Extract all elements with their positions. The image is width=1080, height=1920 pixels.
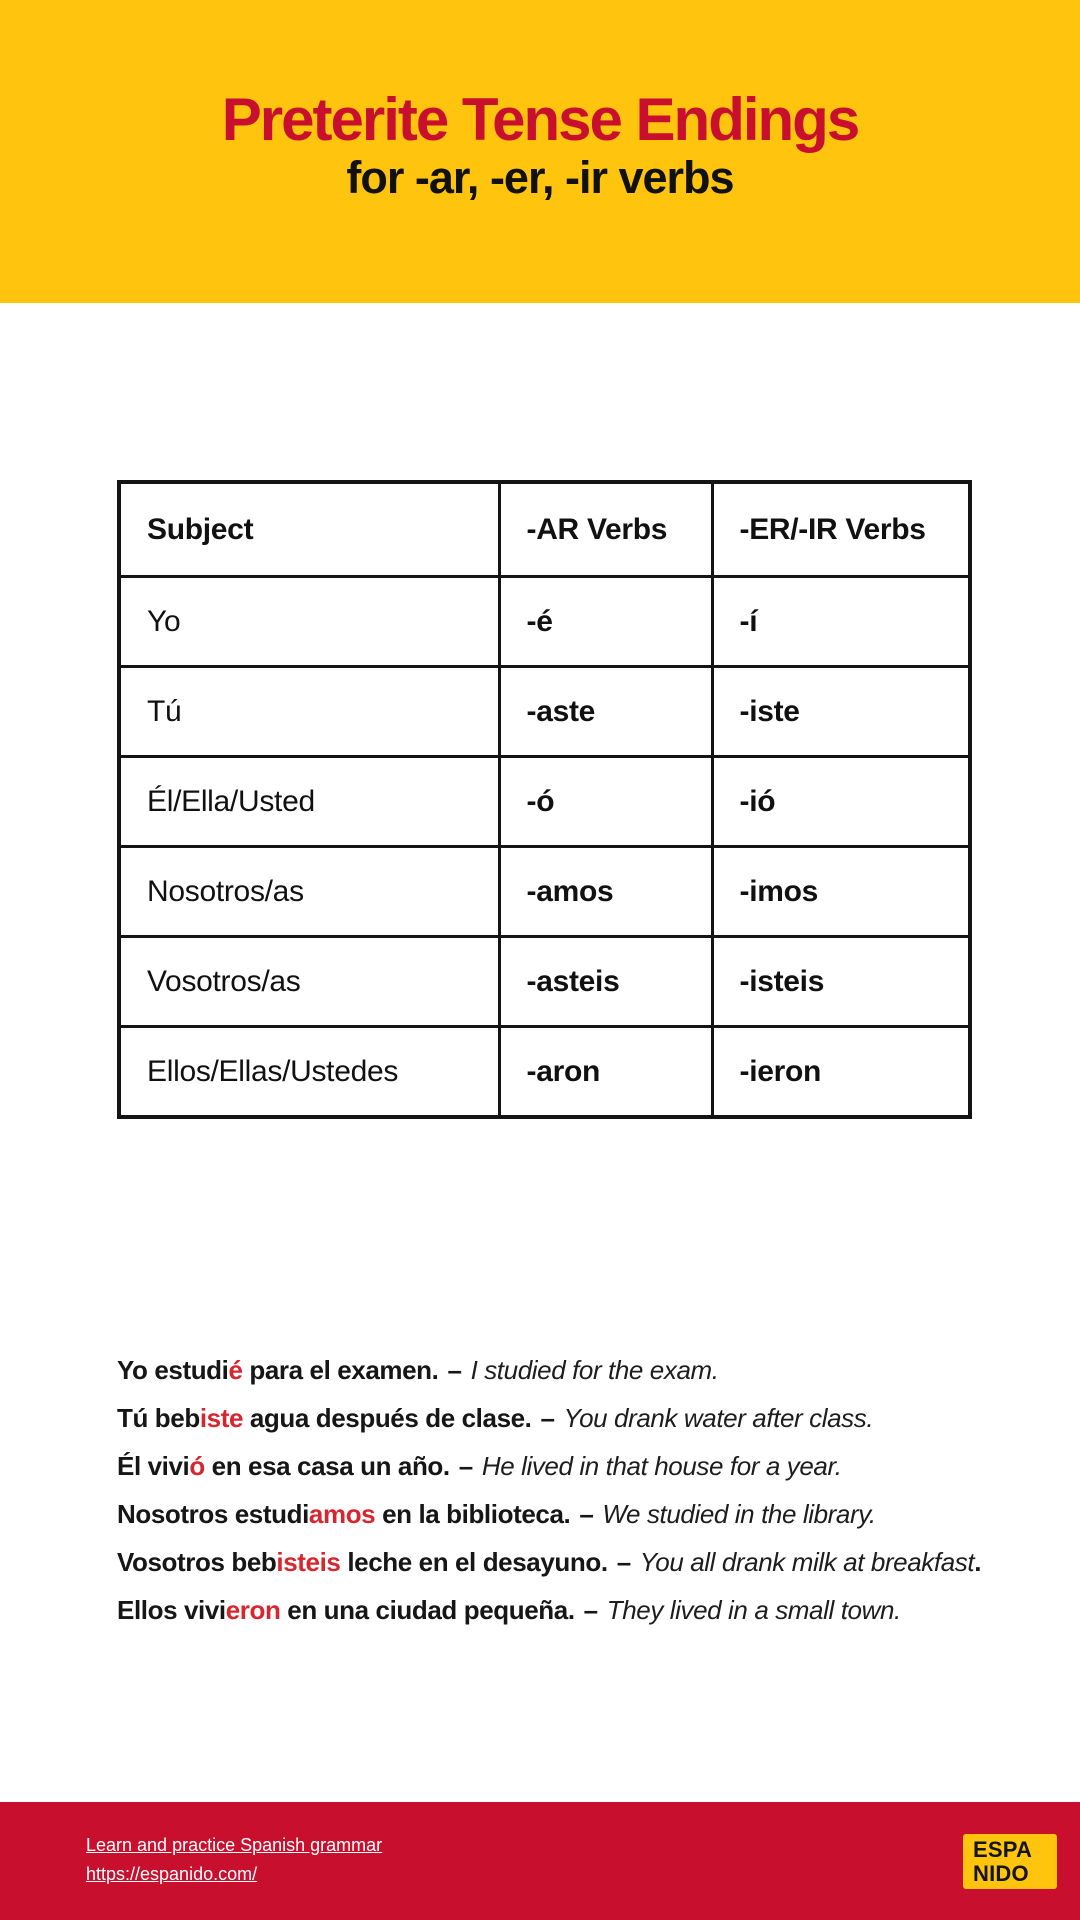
table-row [119,847,970,937]
spanish-text: para el examen. [242,1355,439,1385]
example-sentence [117,1586,1070,1634]
english-translation: You all drank milk at breakfast [639,1547,975,1577]
er-ir-ending-cell: -isteis [712,937,970,1027]
spanish-text: agua después de clase. [243,1403,532,1433]
highlighted-ending: amos [308,1499,376,1529]
ar-ending-cell: -amos [499,847,712,937]
endings-table [117,480,972,1119]
subject-cell: Ellos/Ellas/Ustedes [119,1027,499,1118]
spanish-text: Nosotros estudi [117,1499,309,1529]
english-translation: He lived in that house for a year. [481,1451,842,1481]
english-translation: I studied for the exam. [470,1355,719,1385]
dash-separator: – [583,1595,598,1625]
subject-cell: Vosotros/as [119,937,499,1027]
spanish-text: Él vivi [117,1451,190,1481]
english-translation: We studied in the library. [602,1499,876,1529]
er-ir-ending-cell: -ieron [712,1027,970,1118]
dash-separator: – [579,1499,594,1529]
subject-cell: Nosotros/as [119,847,499,937]
spanish-text: en esa casa un año. [204,1451,450,1481]
table-row [119,577,970,667]
spanish-text: Vosotros beb [117,1547,277,1577]
spanish-text: Tú beb [117,1403,200,1433]
english-translation: You drank water after class. [563,1403,874,1433]
spanish-text: leche en el desayuno. [340,1547,608,1577]
spanish-text: Ellos vivi [117,1595,226,1625]
subject-cell: Tú [119,667,499,757]
example-sentence [117,1442,1070,1490]
er-ir-ending-cell: -iste [712,667,970,757]
ar-ending-cell: -aron [499,1027,712,1118]
example-sentence [117,1346,1070,1394]
table-row [119,667,970,757]
spanish-text: en una ciudad pequeña. [280,1595,575,1625]
highlighted-ending: ó [189,1451,205,1481]
example-sentence [117,1538,1070,1586]
column-header-subject: Subject [119,482,499,577]
er-ir-ending-cell: -ió [712,757,970,847]
column-header-er-ir-verbs: -ER/-IR Verbs [712,482,970,577]
ar-ending-cell: -é [499,577,712,667]
highlighted-ending: iste [199,1403,244,1433]
ar-ending-cell: -asteis [499,937,712,1027]
er-ir-ending-cell: -imos [712,847,970,937]
example-sentence [117,1490,1070,1538]
espanido-logo [963,1834,1057,1889]
logo-text-line2: NIDO [973,1861,1029,1886]
header-band [0,0,1080,303]
table-row [119,1027,970,1118]
english-tail: . [974,1547,982,1577]
spanish-text: Yo estudi [117,1355,229,1385]
highlighted-ending: isteis [276,1547,341,1577]
ar-ending-cell: -ó [499,757,712,847]
english-translation: They lived in a small town. [606,1595,901,1625]
footer-links [86,1834,382,1885]
column-header-ar-verbs: -AR Verbs [499,482,712,577]
page-subtitle: for -ar, -er, -ir verbs [346,152,734,203]
highlighted-ending: eron [225,1595,281,1625]
table-row [119,937,970,1027]
spanish-text: en la biblioteca. [375,1499,571,1529]
dash-separator: – [540,1403,555,1433]
example-sentence [117,1394,1070,1442]
tagline-link[interactable]: Learn and practice Spanish grammar [86,1835,383,1855]
logo-text-line1: ESPA [973,1837,1033,1862]
table-row [119,757,970,847]
example-sentences [117,1346,1070,1634]
subject-cell: Yo [119,577,499,667]
site-url-link[interactable]: https://espanido.com/ [86,1864,258,1884]
er-ir-ending-cell: -í [712,577,970,667]
dash-separator: – [447,1355,462,1385]
subject-cell: Él/Ella/Usted [119,757,499,847]
dash-separator: – [458,1451,473,1481]
table-header-row [119,482,970,577]
dash-separator: – [616,1547,631,1577]
highlighted-ending: é [228,1355,243,1385]
page-title: Preterite Tense Endings [221,86,859,153]
footer-band [0,1802,1080,1920]
ar-ending-cell: -aste [499,667,712,757]
